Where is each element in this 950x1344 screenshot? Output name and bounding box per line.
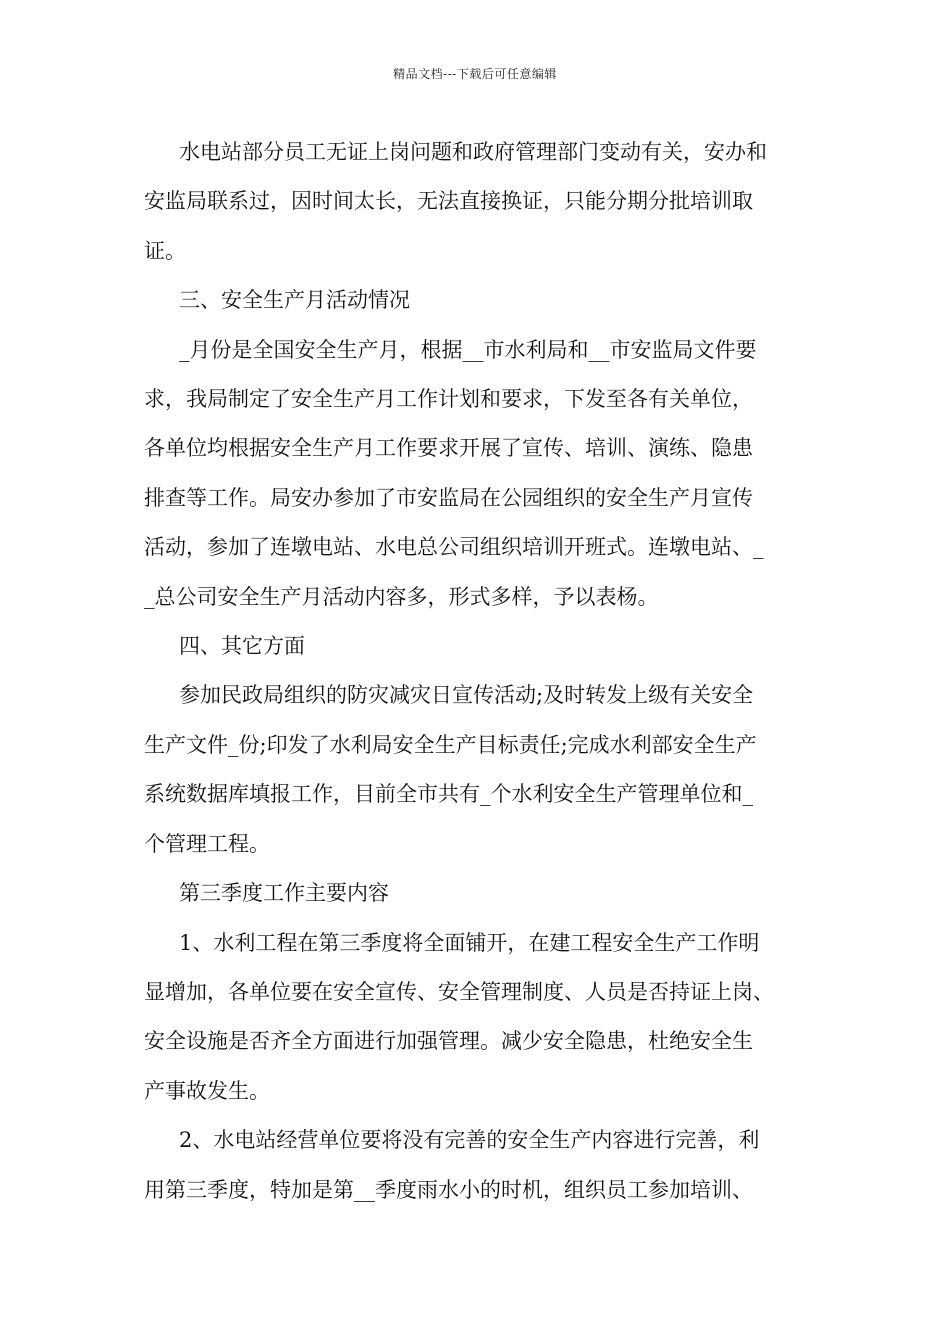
heading-line: 四、其它方面 bbox=[179, 634, 305, 659]
section-heading-q3-work bbox=[144, 869, 808, 918]
text-line: 安监局联系过，因时间太长，无法直接换证，只能分期分批培训取 bbox=[144, 189, 753, 214]
heading-line: 第三季度工作主要内容 bbox=[179, 881, 389, 906]
text-line: 求，我局制定了安全生产月工作计划和要求，下发至各有关单位， bbox=[144, 387, 753, 412]
paragraph-staff-certification bbox=[144, 128, 808, 276]
text-line: 系统数据库填报工作，目前全市共有_个水利安全生产管理单位和_ bbox=[144, 782, 753, 807]
text-line: 参加民政局组织的防灾减灾日宣传活动;及时转发上级有关安全 bbox=[179, 683, 754, 708]
heading-line: 三、安全生产月活动情况 bbox=[179, 288, 410, 313]
text-line: 用第三季度，特加是第__季度雨水小的时机，组织员工参加培训、 bbox=[144, 1177, 753, 1202]
text-line: 显增加，各单位要在安全宣传、安全管理制度、人员是否持证上岗、 bbox=[144, 979, 774, 1004]
page-header: 精品文档---下载后可任意编辑 bbox=[393, 67, 557, 81]
paragraph-item-1 bbox=[144, 919, 808, 1117]
paragraph-safety-month bbox=[144, 326, 808, 622]
text-line: 各单位均根据安全生产月工作要求开展了宣传、培训、演练、隐患 bbox=[144, 436, 753, 461]
text-line: 安全设施是否齐全方面进行加强管理。减少安全隐患，杜绝安全生 bbox=[144, 1029, 753, 1054]
text-line: 个管理工程。 bbox=[144, 831, 270, 856]
text-line: 证。 bbox=[144, 238, 186, 263]
section-heading-other-aspects bbox=[144, 622, 808, 671]
text-line: 排查等工作。局安办参加了市安监局在公园组织的安全生产月宣传 bbox=[144, 485, 753, 510]
text-line: 生产文件_份;印发了水利局安全生产目标责任;完成水利部安全生产 bbox=[144, 732, 757, 757]
text-line: 水电站部分员工无证上岗问题和政府管理部门变动有关，安办和 bbox=[179, 140, 767, 164]
text-line: _月份是全国安全生产月，根据__市水利局和__市安监局文件要 bbox=[179, 337, 757, 362]
text-line: 活动，参加了连墩电站、水电总公司组织培训开班式。连墩电站、_ bbox=[144, 535, 764, 560]
section-heading-safety-month bbox=[144, 276, 808, 325]
text-line: 1、水利工程在第三季度将全面铺开，在建工程安全生产工作明 bbox=[179, 930, 760, 955]
text-line: 2、水电站经营单位要将没有完善的安全生产内容进行完善，利 bbox=[179, 1128, 760, 1153]
paragraph-item-2 bbox=[144, 1116, 808, 1215]
document-body bbox=[144, 128, 808, 1215]
text-line: _总公司安全生产月活动内容多，形式多样，予以表杨。 bbox=[144, 584, 659, 609]
text-line: 产事故发生。 bbox=[144, 1078, 270, 1103]
paragraph-other-aspects bbox=[144, 671, 808, 869]
